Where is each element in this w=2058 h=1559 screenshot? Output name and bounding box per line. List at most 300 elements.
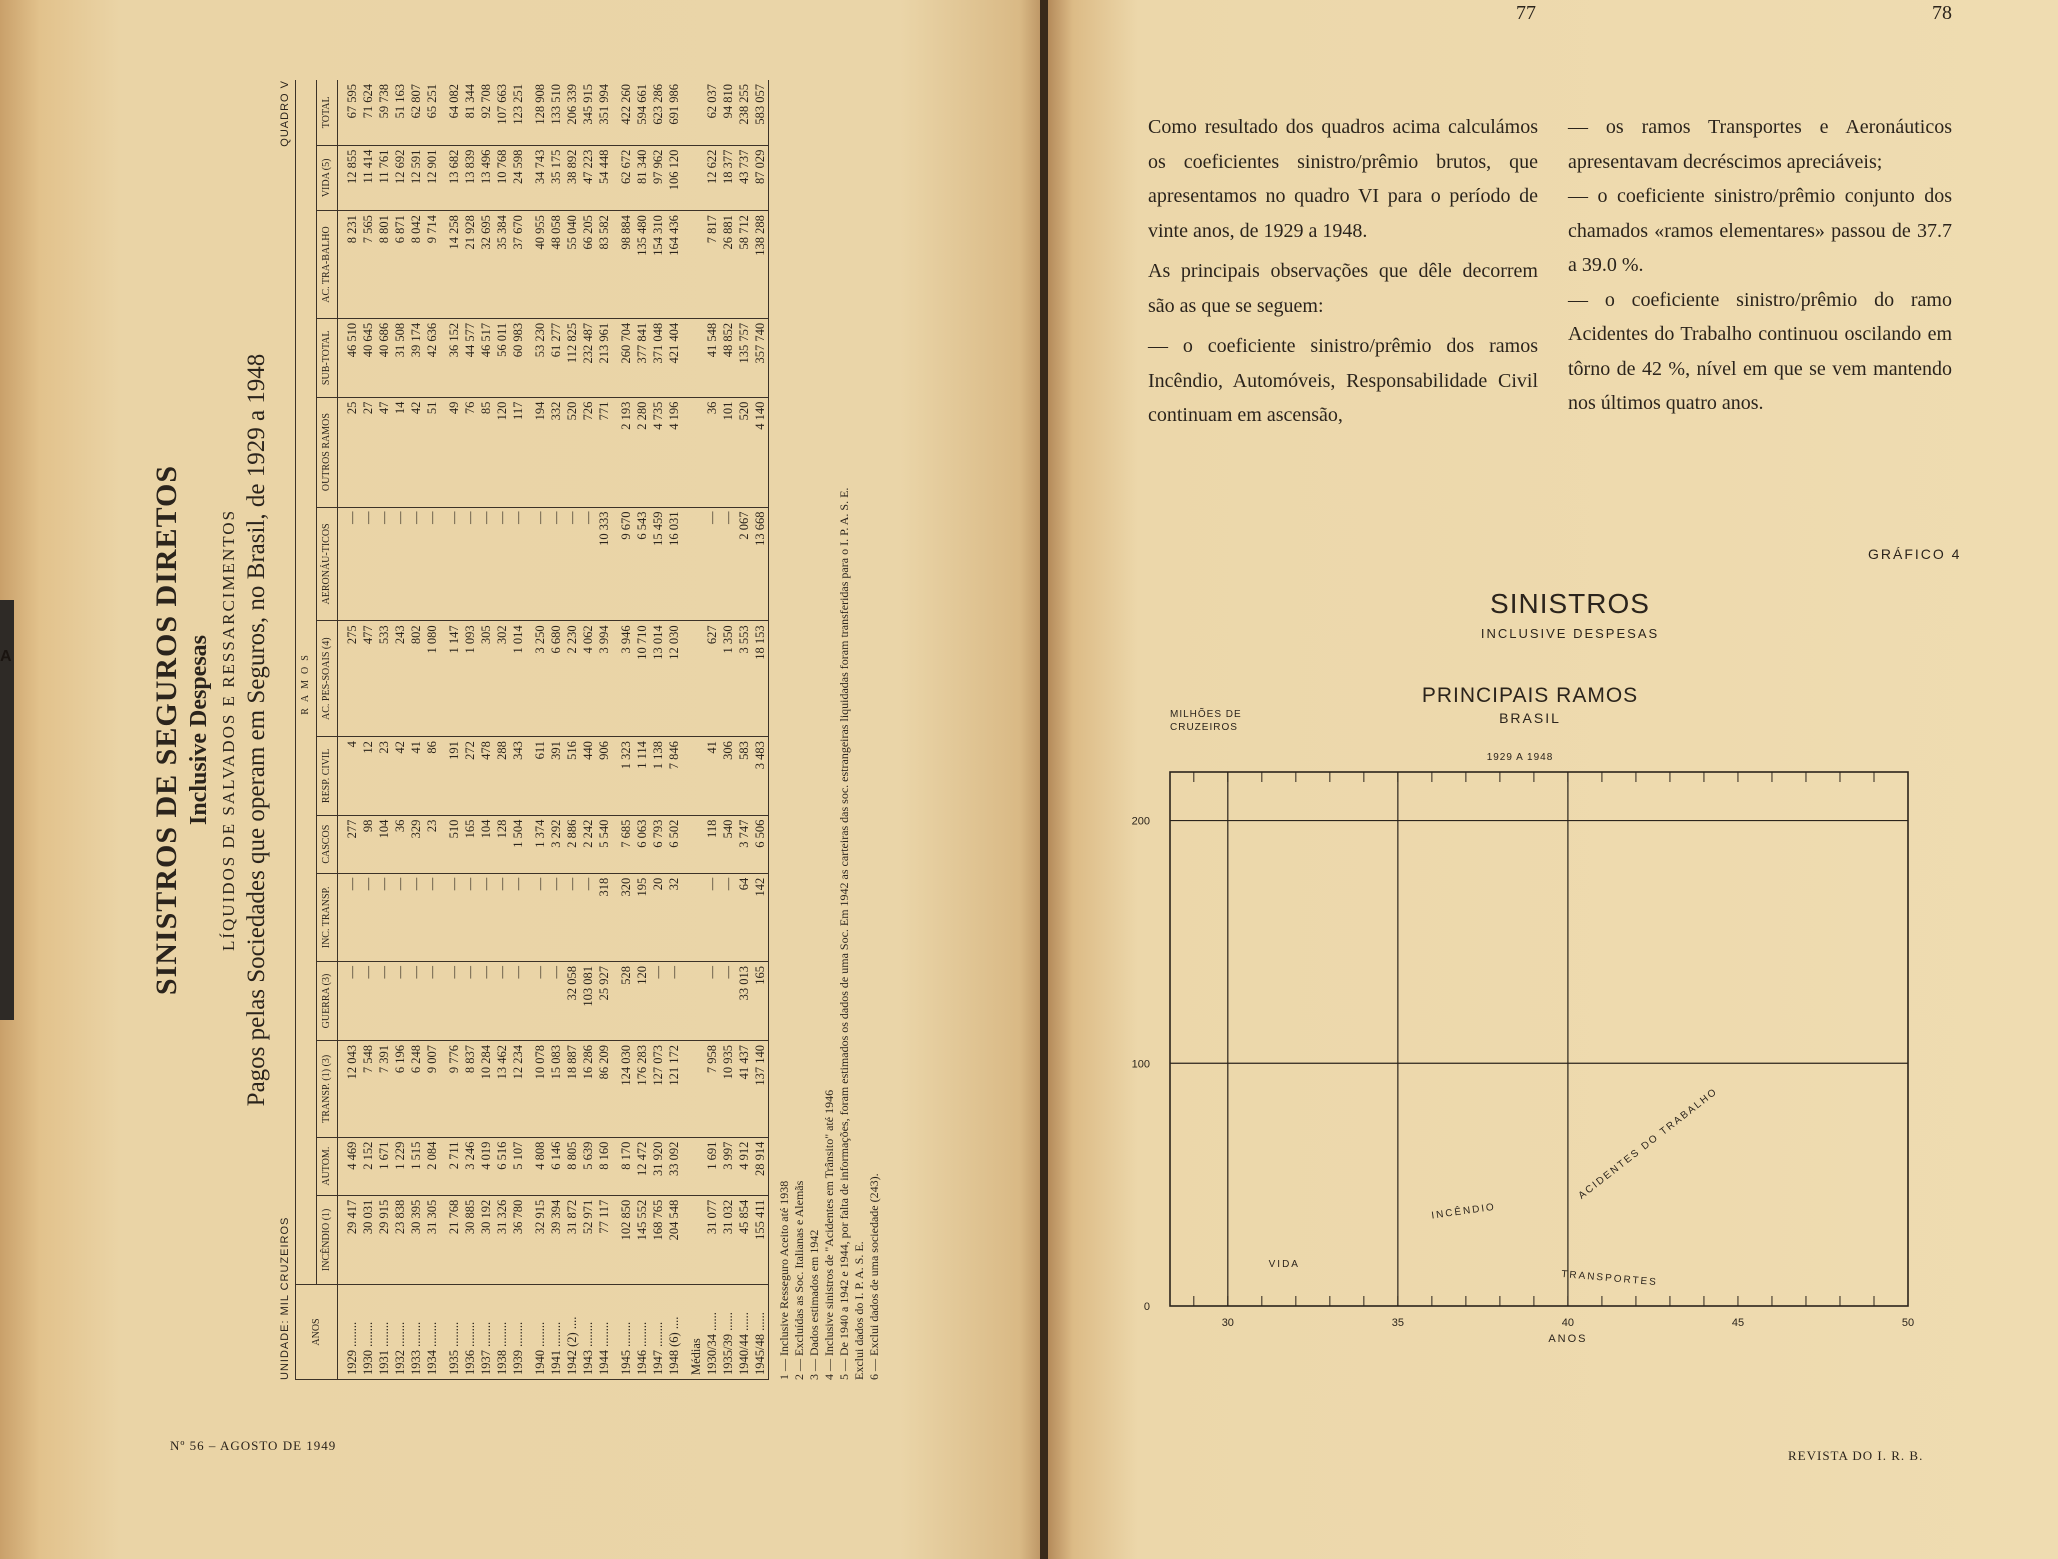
table-cell: 771 [596, 397, 612, 507]
table-cell: 1935/39 ...... [720, 1284, 736, 1379]
table-cell: 15 083 [548, 1040, 564, 1137]
table-cell: 4 140 [752, 397, 769, 507]
table-cell: 31 326 [494, 1195, 510, 1284]
table-cell: 43 737 [736, 145, 752, 211]
table-cell: 6 506 [752, 815, 769, 873]
table-cell: 164 436 [666, 211, 682, 319]
table-cell: 33 013 [736, 962, 752, 1041]
table-cell: 124 030 [612, 1040, 634, 1137]
table-cell: 138 288 [752, 211, 769, 319]
table-cell: 13 839 [462, 145, 478, 211]
col-header: AUTOM. [317, 1137, 338, 1195]
table-cell: 2 084 [424, 1137, 440, 1195]
table-cell: 87 029 [752, 145, 769, 211]
x-tick-label: 50 [1901, 1317, 1915, 1329]
table-cell: — [580, 507, 596, 621]
table-cell: 13 668 [752, 507, 769, 621]
table-cell: — [392, 962, 408, 1041]
table-cell: 4 808 [526, 1137, 548, 1195]
table-cell: — [548, 507, 564, 621]
table-cell: 691 986 [666, 80, 682, 145]
table-cell [682, 1195, 704, 1284]
table-cell: 41 [408, 737, 424, 816]
table-cell: 36 780 [510, 1195, 526, 1284]
table-cell: 318 [596, 873, 612, 961]
table-cell: — [360, 507, 376, 621]
table-meta [279, 80, 291, 1380]
table-cell: 18 377 [720, 145, 736, 211]
table-cell: 3 250 [526, 621, 548, 737]
table-cell: 540 [720, 815, 736, 873]
table-cell: 29 915 [376, 1195, 392, 1284]
edge-letter: A [0, 648, 12, 665]
table-cell: 1 691 [704, 1137, 720, 1195]
table-cell: 32 695 [478, 211, 494, 319]
table-cell: 9 776 [440, 1040, 462, 1137]
table-cell: — [440, 962, 462, 1041]
table-cell: 83 582 [596, 211, 612, 319]
table-cell: 7 565 [360, 211, 376, 319]
table-cell: 51 163 [392, 80, 408, 145]
table-cell: 11 761 [376, 145, 392, 211]
table-cell: 30 885 [462, 1195, 478, 1284]
table-cell: 40 645 [360, 318, 376, 397]
series-annotation: INCÊNDIO [1430, 1201, 1497, 1222]
table-cell: — [704, 507, 720, 621]
table-cell [682, 1040, 704, 1137]
table-cell: 64 082 [440, 80, 462, 145]
table-cell: 86 [424, 737, 440, 816]
table-cell: 10 333 [596, 507, 612, 621]
table-cell: 29 417 [338, 1195, 361, 1284]
text-column-1 [1148, 110, 1538, 433]
table-cell: 128 [494, 815, 510, 873]
table-cell: 65 251 [424, 80, 440, 145]
y-tick-label: 200 [1131, 815, 1150, 828]
table-cell [682, 737, 704, 816]
table-cell: 594 661 [634, 80, 650, 145]
table-cell: 306 [720, 737, 736, 816]
table-cell: — [526, 873, 548, 961]
table-cell: 516 [564, 737, 580, 816]
table-cell: 49 [440, 397, 462, 507]
plot-frame [1170, 772, 1908, 1306]
table-cell: 51 [424, 397, 440, 507]
table-cell: 154 310 [650, 211, 666, 319]
table-cell: 320 [612, 873, 634, 961]
table-cell: 12 472 [634, 1137, 650, 1195]
y-tick-label: 100 [1131, 1058, 1150, 1071]
table-cell: 1948 (6) .... [666, 1284, 682, 1379]
table-cell: 47 [376, 397, 392, 507]
table-cell: 5 639 [580, 1137, 596, 1195]
table-cell [682, 145, 704, 211]
table-row [666, 80, 682, 1380]
table-cell: 510 [440, 815, 462, 873]
table-cell: 48 058 [548, 211, 564, 319]
table-cell: 58 712 [736, 211, 752, 319]
table-cell: 3 483 [752, 737, 769, 816]
table-cell: 478 [478, 737, 494, 816]
table-cell: 39 174 [408, 318, 424, 397]
col-header: SUB-TOTAL [317, 318, 338, 397]
table-cell: 1 114 [634, 737, 650, 816]
x-tick-label: 40 [1561, 1317, 1575, 1329]
table-cell: 10 768 [494, 145, 510, 211]
table-cell: 23 [376, 737, 392, 816]
table-row [424, 80, 440, 1380]
table-cell: — [462, 873, 478, 961]
table-cell: 1 138 [650, 737, 666, 816]
table-cell: 85 [478, 397, 494, 507]
table-cell: 112 825 [564, 318, 580, 397]
table-cell: 260 704 [612, 318, 634, 397]
table-cell: 10 935 [720, 1040, 736, 1137]
table-cell: 1935 ........ [440, 1284, 462, 1379]
table-row [720, 80, 736, 1380]
table-row [612, 80, 634, 1380]
table-cell: 8 837 [462, 1040, 478, 1137]
table-cell: 86 209 [596, 1040, 612, 1137]
table-cell: 165 [752, 962, 769, 1041]
table-cell: — [650, 962, 666, 1041]
text-column-2 [1568, 110, 1952, 421]
table-cell: 351 994 [596, 80, 612, 145]
chart-subtitle2: BRASIL [1499, 710, 1561, 726]
table-cell: — [564, 507, 580, 621]
table-cell: 13 682 [440, 145, 462, 211]
table-row [478, 80, 494, 1380]
table-cell: 118 [704, 815, 720, 873]
table-cell: — [360, 962, 376, 1041]
table-cell: 37 670 [510, 211, 526, 319]
table-cell: 213 961 [596, 318, 612, 397]
table-cell: 62 672 [612, 145, 634, 211]
col-header: CASCOS [317, 815, 338, 873]
series-annotation: ACIDENTES DO TRABALHO [1576, 1086, 1721, 1202]
table-row [752, 80, 769, 1380]
table-cell: 7 817 [704, 211, 720, 319]
table-cell: 13 014 [650, 621, 666, 737]
table-cell: 12 043 [338, 1040, 361, 1137]
paragraph: As principais observações que dêle decorrem são as que se seguem: [1148, 260, 1538, 317]
table-cell: 20 [650, 873, 666, 961]
table-cell: — [580, 873, 596, 961]
table-cell [682, 507, 704, 621]
table-cell: 18 887 [564, 1040, 580, 1137]
table-cell: — [720, 507, 736, 621]
table-cell: 21 928 [462, 211, 478, 319]
chart-subtitle: INCLUSIVE DESPESAS [1480, 626, 1660, 641]
table-cell: — [564, 873, 580, 961]
table-cell: 422 260 [612, 80, 634, 145]
table-cell: 14 258 [440, 211, 462, 319]
table-row [338, 80, 361, 1380]
table-label: QUADRO V [279, 80, 291, 147]
table-cell: 8 231 [338, 211, 361, 319]
table-cell: 145 552 [634, 1195, 650, 1284]
right-footer: REVISTA DO I. R. B. [1788, 1448, 1924, 1463]
table-cell: 4 735 [650, 397, 666, 507]
table-cell: 6 063 [634, 815, 650, 873]
table-cell: 31 872 [564, 1195, 580, 1284]
table-cell: 4 019 [478, 1137, 494, 1195]
note-line: Exclui dados do I. P. A. S. E. [852, 1241, 866, 1380]
table-cell: 27 [360, 397, 376, 507]
note-line: 6 — Exclui dados de uma sociedade (243). [867, 1173, 881, 1380]
table-cell: 135 757 [736, 318, 752, 397]
table-cell: 1938 ........ [494, 1284, 510, 1379]
table-cell: 1 374 [526, 815, 548, 873]
table-cell: 176 283 [634, 1040, 650, 1137]
table-cell: — [666, 962, 682, 1041]
table-subtitle2: LÍQUIDOS DE SALVADOS E RESSARCIMENTOS [219, 508, 238, 952]
table-cell: 14 [392, 397, 408, 507]
table-cell: 31 077 [704, 1195, 720, 1284]
table-cell: 7 958 [704, 1040, 720, 1137]
table-cell: 1943 ........ [580, 1284, 596, 1379]
table-cell: 81 340 [634, 145, 650, 211]
col-header: INCÊNDIO (1) [317, 1195, 338, 1284]
table-cell: 15 459 [650, 507, 666, 621]
table-cell: 8 160 [596, 1137, 612, 1195]
table-cell: 18 153 [752, 621, 769, 737]
page-number-77: 77 [1516, 2, 1536, 24]
x-tick-label: 45 [1731, 1317, 1745, 1329]
table-row [596, 80, 612, 1380]
table-cell: — [494, 962, 510, 1041]
table-cell: — [510, 873, 526, 961]
table-cell: 31 032 [720, 1195, 736, 1284]
table-cell: 32 [666, 873, 682, 961]
paragraph: Como resultado dos quadros acima calculámos os coeficientes sinistro/prêmio brutos, que apresentamos no quadro VI para o período de vinte anos, de 1929 a 1948. [1148, 116, 1538, 242]
table-cell: 30 395 [408, 1195, 424, 1284]
table-cell: 440 [580, 737, 596, 816]
y-axis-unit [1170, 708, 1242, 734]
table-cell: 31 508 [392, 318, 408, 397]
table-cell: — [720, 873, 736, 961]
table-cell: 31 920 [650, 1137, 666, 1195]
page-number-78: 78 [1932, 2, 1952, 24]
table-cell: 3 553 [736, 621, 752, 737]
table-cell: 1932 ........ [392, 1284, 408, 1379]
table-cell: 1930 ........ [360, 1284, 376, 1379]
table-cell: 1945 ........ [612, 1284, 634, 1379]
table-cell: — [338, 962, 361, 1041]
table-cell: 47 223 [580, 145, 596, 211]
x-tick-label: 30 [1221, 1317, 1234, 1329]
table-cell: — [720, 962, 736, 1041]
table-cell: 191 [440, 737, 462, 816]
table-cell: 2 242 [580, 815, 596, 873]
table-cell: — [408, 507, 424, 621]
table-cell: 345 915 [580, 80, 596, 145]
table-cell: 71 624 [360, 80, 376, 145]
table-cell: 421 404 [666, 318, 682, 397]
table-cell: 2 711 [440, 1137, 462, 1195]
table-cell: 36 152 [440, 318, 462, 397]
col-header: TOTAL [317, 80, 338, 145]
table-cell: 906 [596, 737, 612, 816]
chart-title2: PRINCIPAIS RAMOS [1421, 684, 1639, 707]
table-cell: 35 384 [494, 211, 510, 319]
table-cell: — [424, 962, 440, 1041]
table-cell: 1941 ........ [548, 1284, 564, 1379]
left-footer: Nº 56 – AGOSTO DE 1949 [170, 1438, 337, 1453]
table-cell: 1940/44 ...... [736, 1284, 752, 1379]
table-cell: 54 448 [596, 145, 612, 211]
table-cell: 1 515 [408, 1137, 424, 1195]
table-cell: 195 [634, 873, 650, 961]
table-cell: — [392, 873, 408, 961]
table-cell: 135 480 [634, 211, 650, 319]
table-cell [682, 621, 704, 737]
note-line: 3 — Dados estimados em 1942 [807, 1229, 821, 1380]
table-cell: 137 140 [752, 1040, 769, 1137]
table-row [526, 80, 548, 1380]
table-cell: 1 229 [392, 1137, 408, 1195]
table-cell: 6 793 [650, 815, 666, 873]
table-cell: 1 093 [462, 621, 478, 737]
table-cell: 16 031 [666, 507, 682, 621]
table-cell: 45 854 [736, 1195, 752, 1284]
table-cell: 39 394 [548, 1195, 564, 1284]
table-cell: 21 768 [440, 1195, 462, 1284]
series-annotation: VIDA [1268, 1259, 1300, 1271]
note-line: 5 — De 1940 a 1942 e 1944, por falta de informações, foram estimados os dados de uma Soc. Em 1942 as carteiras das soc. estrangeiras liquidadas foram transferidas para o I. P. A. S. E. [837, 487, 851, 1380]
table-row [510, 80, 526, 1380]
table-cell: 36 [392, 815, 408, 873]
table-cell: 627 [704, 621, 720, 737]
table-cell: 302 [494, 621, 510, 737]
table-cell: 2 230 [564, 621, 580, 737]
table-title: SINISTROS DE SEGUROS DIRETOS [150, 464, 183, 996]
table-cell: — [392, 507, 408, 621]
table-cell: 6 248 [408, 1040, 424, 1137]
table-cell: 32 058 [564, 962, 580, 1041]
chart-range: 1929 A 1948 [1486, 752, 1554, 763]
table-cell: 9 007 [424, 1040, 440, 1137]
table-cell: — [704, 962, 720, 1041]
table-cell: 46 517 [478, 318, 494, 397]
table-cell: 12 030 [666, 621, 682, 737]
table-cell: — [510, 962, 526, 1041]
ramos-header: RAMOS [296, 80, 317, 1284]
table-cell: 6 502 [666, 815, 682, 873]
table-cell: — [376, 507, 392, 621]
table-cell: 41 437 [736, 1040, 752, 1137]
table-cell: 13 462 [494, 1040, 510, 1137]
table-cell: 60 983 [510, 318, 526, 397]
table-row [682, 80, 704, 1380]
table-cell: 16 286 [580, 1040, 596, 1137]
table-cell: — [408, 873, 424, 961]
table-cell: — [548, 962, 564, 1041]
table-cell: 168 765 [650, 1195, 666, 1284]
table-cell: — [526, 507, 548, 621]
table-cell: 583 [736, 737, 752, 816]
x-tick-label: 35 [1391, 1317, 1404, 1329]
table-cell: 9 714 [424, 211, 440, 319]
table-cell: 1 014 [510, 621, 526, 737]
table-cell: 329 [408, 815, 424, 873]
table-cell: — [548, 873, 564, 961]
table-cell: 13 496 [478, 145, 494, 211]
table-cell: 5 540 [596, 815, 612, 873]
table-cell: 53 230 [526, 318, 548, 397]
table-cell: 61 277 [548, 318, 564, 397]
table-cell: 127 073 [650, 1040, 666, 1137]
table-cell: 8 042 [408, 211, 424, 319]
table-cell: 6 543 [634, 507, 650, 621]
table-cell: 142 [752, 873, 769, 961]
table-cell: 48 852 [720, 318, 736, 397]
table-cell: 7 548 [360, 1040, 376, 1137]
paragraph: — o coeficiente sinistro/prêmio dos ramos Incêndio, Automóveis, Responsabilidade Civil continuam em ascensão, [1148, 335, 1538, 426]
table-cell: 272 [462, 737, 478, 816]
table-cell: 8 805 [564, 1137, 580, 1195]
table-cell: 25 927 [596, 962, 612, 1041]
table-row [408, 80, 424, 1380]
table-cell: 32 915 [526, 1195, 548, 1284]
table-cell [682, 873, 704, 961]
table-cell: 133 510 [548, 80, 564, 145]
y-tick-label: 0 [1143, 1301, 1150, 1313]
table-cell: 10 284 [478, 1040, 494, 1137]
table-cell: 120 [494, 397, 510, 507]
table-cell: — [494, 507, 510, 621]
table-cell: 377 841 [634, 318, 650, 397]
table-cell: 98 884 [612, 211, 634, 319]
table-cell: 41 [704, 737, 720, 816]
table-cell: 1 323 [612, 737, 634, 816]
table-cell: — [338, 873, 361, 961]
col-header: GUERRA (3) [317, 962, 338, 1041]
table-cell: — [478, 873, 494, 961]
table-cell: 1942 (2) .... [564, 1284, 580, 1379]
table-cell: 9 670 [612, 507, 634, 621]
table-cell: 371 048 [650, 318, 666, 397]
table-cell: 1 350 [720, 621, 736, 737]
col-header: AC. TRA-BALHO [317, 211, 338, 319]
table-cell: 104 [478, 815, 494, 873]
table-cell: 357 740 [752, 318, 769, 397]
table-cell: 120 [634, 962, 650, 1041]
table-cell: 10 710 [634, 621, 650, 737]
table-cell [682, 1137, 704, 1195]
table-cell: 44 577 [462, 318, 478, 397]
table-subtitle: Inclusive Despesas [186, 634, 212, 826]
table-cell: 97 962 [650, 145, 666, 211]
table-cell: 1930/34 ...... [704, 1284, 720, 1379]
table-cell: 802 [408, 621, 424, 737]
table-cell [682, 397, 704, 507]
table-cell: 128 908 [526, 80, 548, 145]
table-cell: — [376, 873, 392, 961]
table-cell: — [478, 962, 494, 1041]
paragraph: — os ramos Transportes e Aeronáuticos apresentavam decréscimos apreciáveis; [1568, 116, 1952, 173]
table-cell: 12 692 [392, 145, 408, 211]
table-cell: 98 [360, 815, 376, 873]
table-cell: 583 057 [752, 80, 769, 145]
table-unit: UNIDADE: MIL CRUZEIROS [279, 1216, 291, 1380]
table-cell: 1945/48 ...... [752, 1284, 769, 1379]
table-cell: 1 671 [376, 1137, 392, 1195]
table-cell: 4 469 [338, 1137, 361, 1195]
table-cell [682, 962, 704, 1041]
table-cell: 3 292 [548, 815, 564, 873]
table-cell: 102 850 [612, 1195, 634, 1284]
